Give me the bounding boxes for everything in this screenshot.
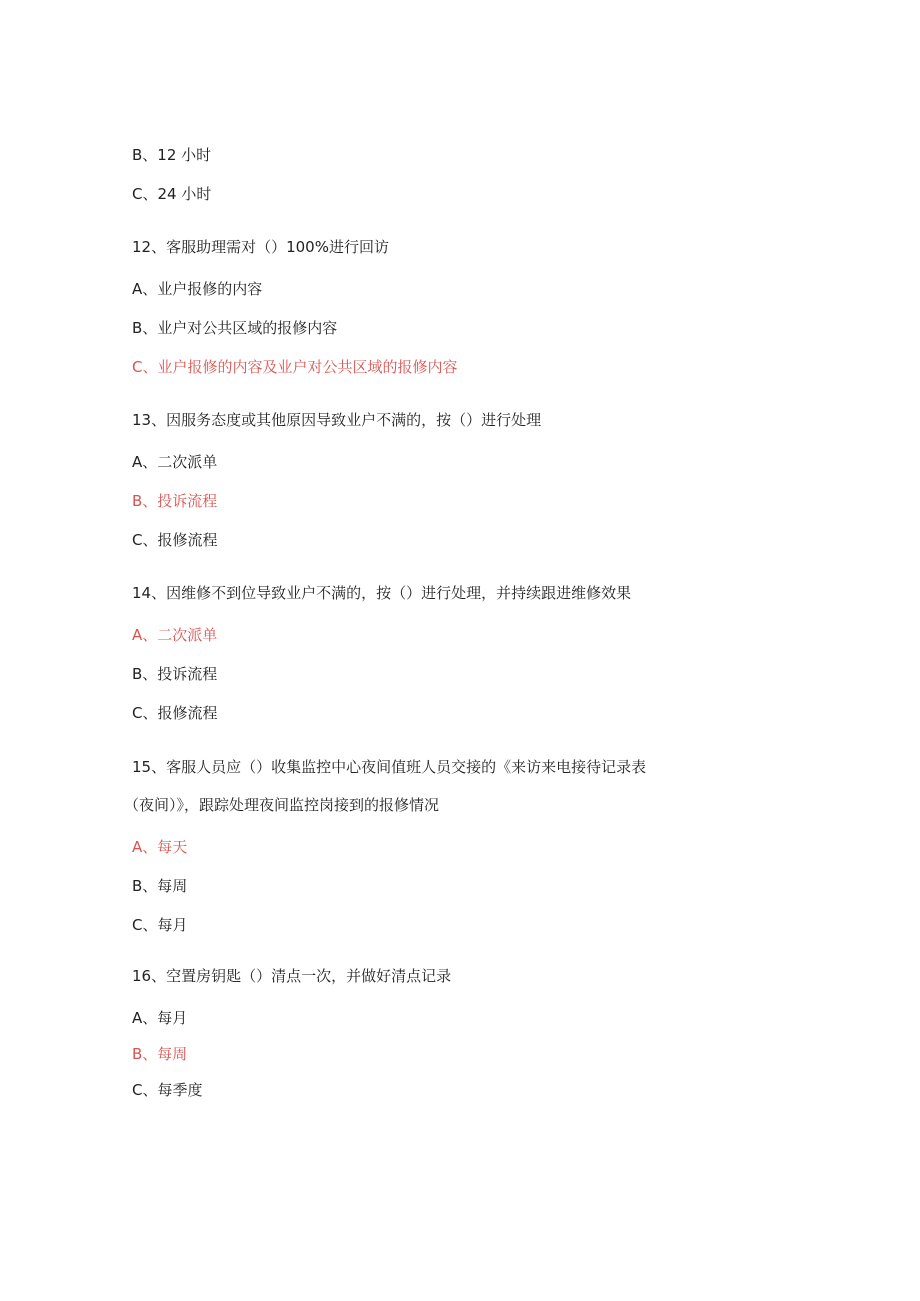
option-b-q11: B、12 小时 <box>132 146 212 164</box>
option-c-q13: C、报修流程 <box>132 531 218 549</box>
option-c-q15: C、每月 <box>132 916 188 934</box>
option-c-q14: C、报修流程 <box>132 704 218 722</box>
option-c-q12-answer: C、业户报修的内容及业户对公共区域的报修内容 <box>132 358 458 376</box>
option-a-q16: A、每月 <box>132 1009 188 1027</box>
option-b-q14: B、投诉流程 <box>132 665 218 683</box>
option-a-q14-answer: A、二次派单 <box>132 626 218 644</box>
question-12: 12、客服助理需对（）100%进行回访 <box>132 238 389 256</box>
option-b-q13-answer: B、投诉流程 <box>132 492 218 510</box>
question-16: 16、空置房钥匙（）清点一次，并做好清点记录 <box>132 967 452 985</box>
option-b-q16-answer: B、每周 <box>132 1045 188 1063</box>
question-13: 13、因服务态度或其他原因导致业户不满的，按（）进行处理 <box>132 411 542 429</box>
option-c-q11: C、24 小时 <box>132 185 212 203</box>
question-15-line1: 15、客服人员应（）收集监控中心夜间值班人员交接的《来访来电接待记录表 <box>132 758 647 776</box>
question-15-line2: （夜间）》，跟踪处理夜间监控岗接到的报修情况 <box>124 796 440 814</box>
option-b-q12: B、业户对公共区域的报修内容 <box>132 319 338 337</box>
option-a-q13: A、二次派单 <box>132 453 218 471</box>
option-a-q15-answer: A、每天 <box>132 838 188 856</box>
option-c-q16: C、每季度 <box>132 1081 203 1099</box>
option-a-q12: A、业户报修的内容 <box>132 280 263 298</box>
option-b-q15: B、每周 <box>132 877 188 895</box>
question-14: 14、因维修不到位导致业户不满的，按（）进行处理，并持续跟进维修效果 <box>132 584 632 602</box>
